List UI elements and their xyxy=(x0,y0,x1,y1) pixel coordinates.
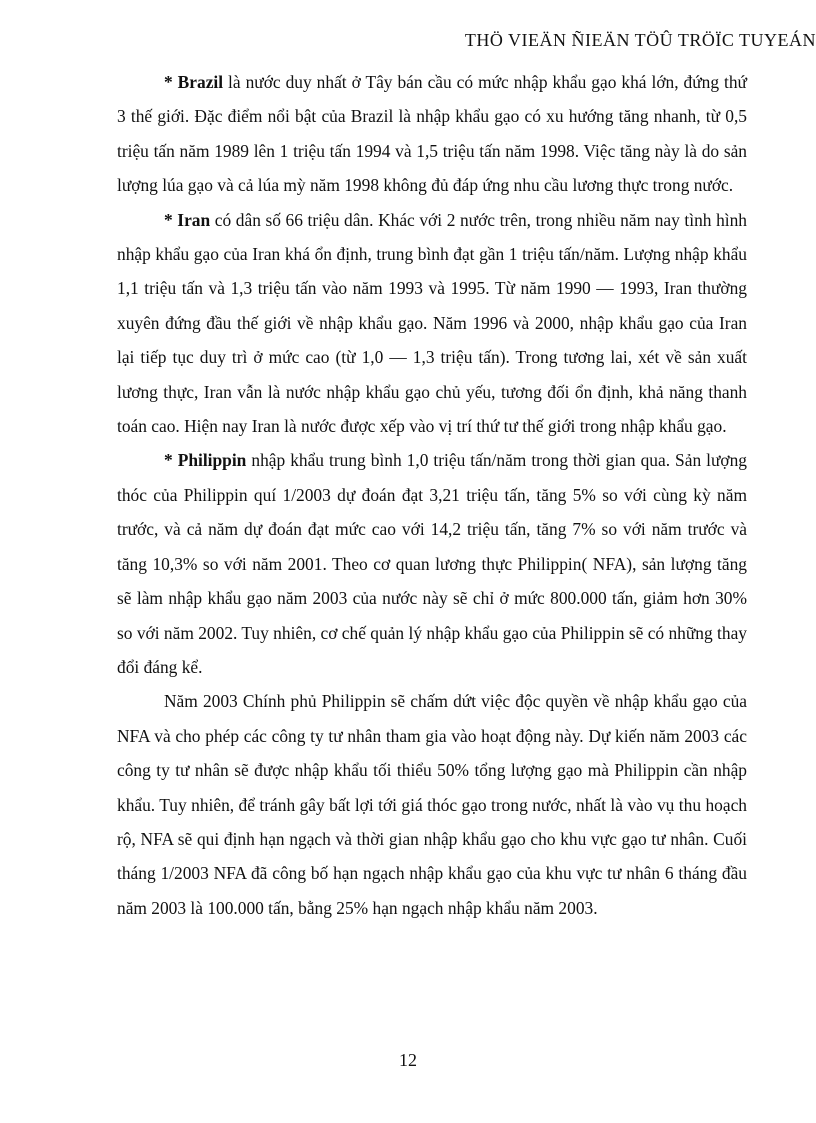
paragraph-brazil xyxy=(117,65,747,203)
paragraph-lead: * Philippin xyxy=(164,450,247,471)
paragraph-text: nhập khẩu trung bình 1,0 triệu tấn/năm trong thời gian qua. Sản lượng thóc của Philippin quí 1/2003 dự đoán đạt 3,21 triệu tấn, tăng 5% so với cùng kỳ năm trước, và cả năm dự đoán đạt mức cao với 14,2 triệu tấn, tăng 7% so với năm trước và tăng 10,3% so với năm 2001. Theo cơ quan lương thực Philippin( NFA), sản lượng tăng sẽ làm nhập khẩu gạo năm 2003 của nước này sẽ chỉ ở mức 800.000 tấn, giảm hơn 30% so với năm 2002. Tuy nhiên, cơ chế quản lý nhập khẩu gạo của Philippin sẽ có những thay đổi đáng kể. xyxy=(117,450,747,677)
paragraph-text: là nước duy nhất ở Tây bán cầu có mức nhập khẩu gạo khá lớn, đứng thứ 3 thế giới. Đặc điểm nổi bật của Brazil là nhập khẩu gạo có xu hướng tăng nhanh, từ 0,5 triệu tấn năm 1989 lên 1 triệu tấn 1994 và 1,5 triệu tấn năm 1998. Việc tăng này là do sản lượng lúa gạo và cả lúa mỳ năm 1998 không đủ đáp ứng nhu cầu lương thực trong nước. xyxy=(117,72,747,196)
paragraph-lead: * Iran xyxy=(164,209,211,230)
paragraph-philippin xyxy=(117,443,747,684)
paragraph-lead: * Brazil xyxy=(164,72,224,92)
page-number: 12 xyxy=(399,1050,417,1070)
paragraph-nfa-2003 xyxy=(117,684,747,925)
paragraph-iran xyxy=(117,203,747,444)
running-header: THÖ VIEÄN ÑIEÄN TÖÛ TRÖÏC TUYEÁN xyxy=(464,30,816,50)
document-body xyxy=(117,65,747,925)
paragraph-text: có dân số 66 triệu dân. Khác với 2 nước trên, trong nhiều năm nay tình hình nhập khẩu gạo của Iran khá ổn định, trung bình đạt gần 1 triệu tấn/năm. Lượng nhập khẩu 1,1 triệu tấn và 1,3 triệu tấn vào năm 1993 và 1995. Từ năm 1990 — 1993, Iran thường xuyên đứng đầu thế giới về nhập khẩu gạo. Năm 1996 và 2000, nhập khẩu gạo của Iran lại tiếp tục duy trì ở mức cao (từ 1,0 — 1,3 triệu tấn). Trong tương lai, xét về sản xuất lương thực, Iran vẫn là nước nhập khẩu gạo chủ yếu, tương đối ổn định, khả năng thanh toán cao. Hiện nay Iran là nước được xếp vào vị trí thứ tư thế giới trong nhập khẩu gạo. xyxy=(117,209,747,437)
paragraph-text: Năm 2003 Chính phủ Philippin sẽ chấm dứt việc độc quyền về nhập khẩu gạo của NFA và cho phép các công ty tư nhân tham gia vào hoạt động này. Dự kiến năm 2003 các công ty tư nhân sẽ được nhập khẩu tối thiểu 50% tổng lượng gạo mà Philippin cần nhập khẩu. Tuy nhiên, để tránh gây bất lợi tới giá thóc gạo trong nước, nhất là vào vụ thu hoạch rộ, NFA sẽ qui định hạn ngạch và thời gian nhập khẩu gạo cho khu vực gạo tư nhân. Cuối tháng 1/2003 NFA đã công bố hạn ngạch nhập khẩu gạo của khu vực tư nhân 6 tháng đầu năm 2003 là 100.000 tấn, bằng 25% hạn ngạch nhập khẩu năm 2003. xyxy=(117,691,747,918)
